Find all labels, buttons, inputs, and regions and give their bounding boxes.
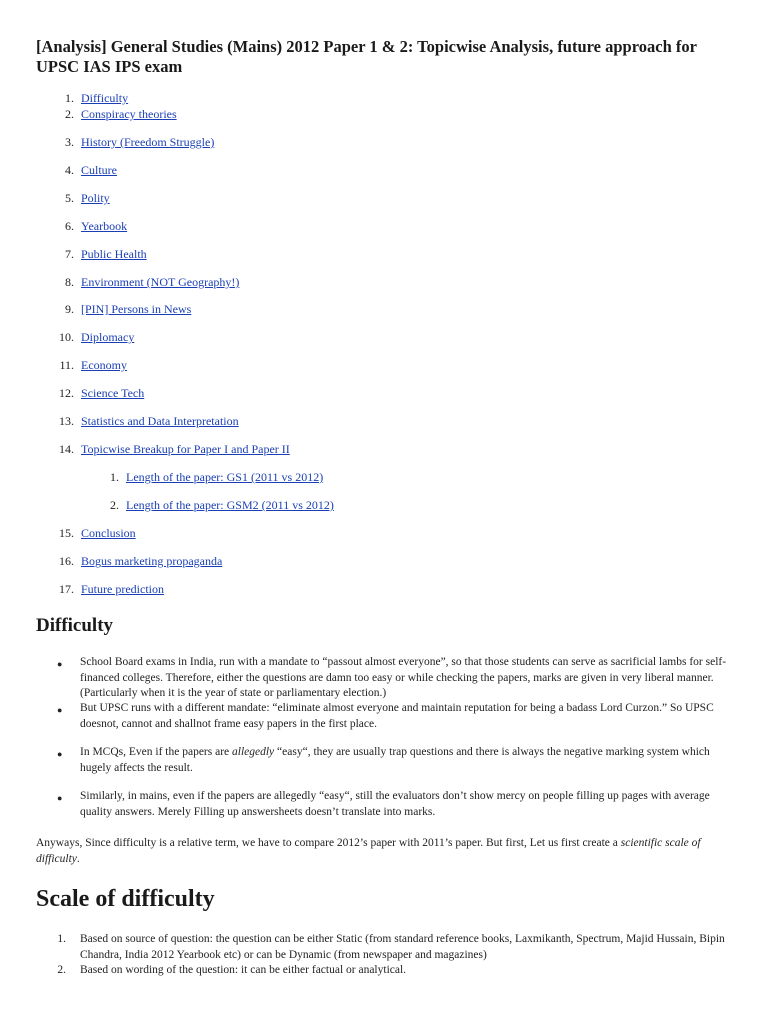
toc-link-future-prediction[interactable]: Future prediction (81, 582, 164, 596)
page-title: [Analysis] General Studies (Mains) 2012 Paper 1 & 2: Topicwise Analysis, future approach for UPSC IAS IPS exam (36, 37, 697, 76)
toc-link-difficulty[interactable]: Difficulty (81, 91, 129, 105)
list-item (80, 789, 736, 820)
toc-link-persons-in-news[interactable]: [PIN] Persons in News (81, 302, 192, 316)
toc-link-topicwise-breakup[interactable]: Topicwise Breakup for Paper I and Paper II (81, 442, 290, 456)
list-item: Based on wording of the question: it can be either factual or analytical. (80, 964, 407, 976)
paragraph-text: . (76, 852, 80, 865)
toc-link-conspiracy-theories[interactable]: Conspiracy theories (81, 107, 177, 121)
closing-paragraph (36, 836, 736, 867)
toc-number: 16. (59, 554, 74, 568)
list-item-text: School Board exams in India, run with a mandate to “passout almost everyone”, so that those students can serve as sacrificial lambs for self-financed colleges. Therefore, either the questions are damn too easy or while checking the papers, marks are given in very liberal manner. (Particularly when it is the year of state or parliamentary election.) (80, 656, 727, 699)
bullet-icon: ● (57, 793, 63, 803)
list-item (80, 701, 736, 732)
toc-number: 2. (65, 107, 74, 121)
list-item (80, 745, 736, 776)
toc-number: 14. (59, 442, 74, 456)
list-item (80, 655, 736, 702)
toc-number: 10. (59, 330, 74, 344)
toc-link-environment[interactable]: Environment (NOT Geography!) (81, 275, 240, 289)
toc-link-polity[interactable]: Polity (81, 191, 110, 205)
paragraph-text: Anyways, Since difficulty is a relative term, we have to compare 2012’s paper with 2011’s paper. But first, Let us first create a (36, 837, 621, 849)
toc-link-science-tech[interactable]: Science Tech (81, 386, 145, 400)
toc-number: 5. (65, 191, 74, 205)
toc-number: 2. (110, 498, 119, 512)
toc-number: 3. (65, 135, 74, 149)
list-item-emphasis: allegedly (232, 746, 275, 758)
toc-link-yearbook[interactable]: Yearbook (81, 219, 128, 233)
section-heading-scale: Scale of difficulty (36, 886, 215, 912)
bullet-icon: ● (57, 749, 63, 759)
toc-number: 8. (65, 275, 74, 289)
toc-number: 9. (65, 302, 74, 316)
paragraph-emphasis: scientific scale of difficulty (36, 837, 701, 865)
list-item-text: But UPSC runs with a different mandate: “eliminate almost everyone and maintain reputation for being a badass Lord Curzon.” So UPSC doesnot, cannot and shallnot frame easy papers in the first place. (80, 702, 714, 730)
toc-link-history[interactable]: History (Freedom Struggle) (81, 135, 215, 149)
toc-number: 17. (59, 582, 74, 596)
toc-link-statistics[interactable]: Statistics and Data Interpretation (81, 414, 239, 428)
list-number: 1. (57, 933, 66, 945)
toc-number: 11. (59, 358, 74, 372)
toc-number: 13. (59, 414, 74, 428)
toc-link-economy[interactable]: Economy (81, 358, 127, 372)
toc-link-length-gs1[interactable]: Length of the paper: GS1 (2011 vs 2012) (126, 470, 324, 484)
list-number: 2. (57, 964, 66, 976)
toc-link-diplomacy[interactable]: Diplomacy (81, 330, 135, 344)
toc-number: 1. (110, 470, 119, 484)
toc-number: 15. (59, 526, 74, 540)
toc-number: 12. (59, 386, 74, 400)
toc-number: 4. (65, 163, 74, 177)
list-item-text: “easy“, they are usually trap questions and there is always the negative marking system which hugely affects the result. (80, 746, 710, 774)
list-item-text: In MCQs, Even if the papers are (80, 746, 233, 758)
toc-link-length-gsm2[interactable]: Length of the paper: GSM2 (2011 vs 2012) (126, 498, 334, 512)
bullet-icon: ● (57, 705, 63, 715)
toc-link-bogus-marketing[interactable]: Bogus marketing propaganda (81, 554, 223, 568)
list-item: Based on source of question: the question can be either Static (from standard reference books, Laxmikanth, Spectrum, Majid Hussain, Bipin Chandra, India 2012 Yearbook etc) or can be Dynamic (from newspaper and magazines) (80, 933, 725, 961)
toc-link-conclusion[interactable]: Conclusion (81, 526, 136, 540)
toc-number: 6. (65, 219, 74, 233)
bullet-icon: ● (57, 659, 63, 669)
toc-number: 1. (65, 91, 74, 105)
toc-number: 7. (65, 247, 74, 261)
section-heading-difficulty: Difficulty (36, 615, 114, 636)
list-item-text: Similarly, in mains, even if the papers are allegedly “easy“, still the evaluators don’t show mercy on people filling up pages with average quality answers. Merely Filling up answersheets doesn’t translate into marks. (80, 790, 710, 818)
toc-link-culture[interactable]: Culture (81, 163, 117, 177)
toc-link-public-health[interactable]: Public Health (81, 247, 147, 261)
